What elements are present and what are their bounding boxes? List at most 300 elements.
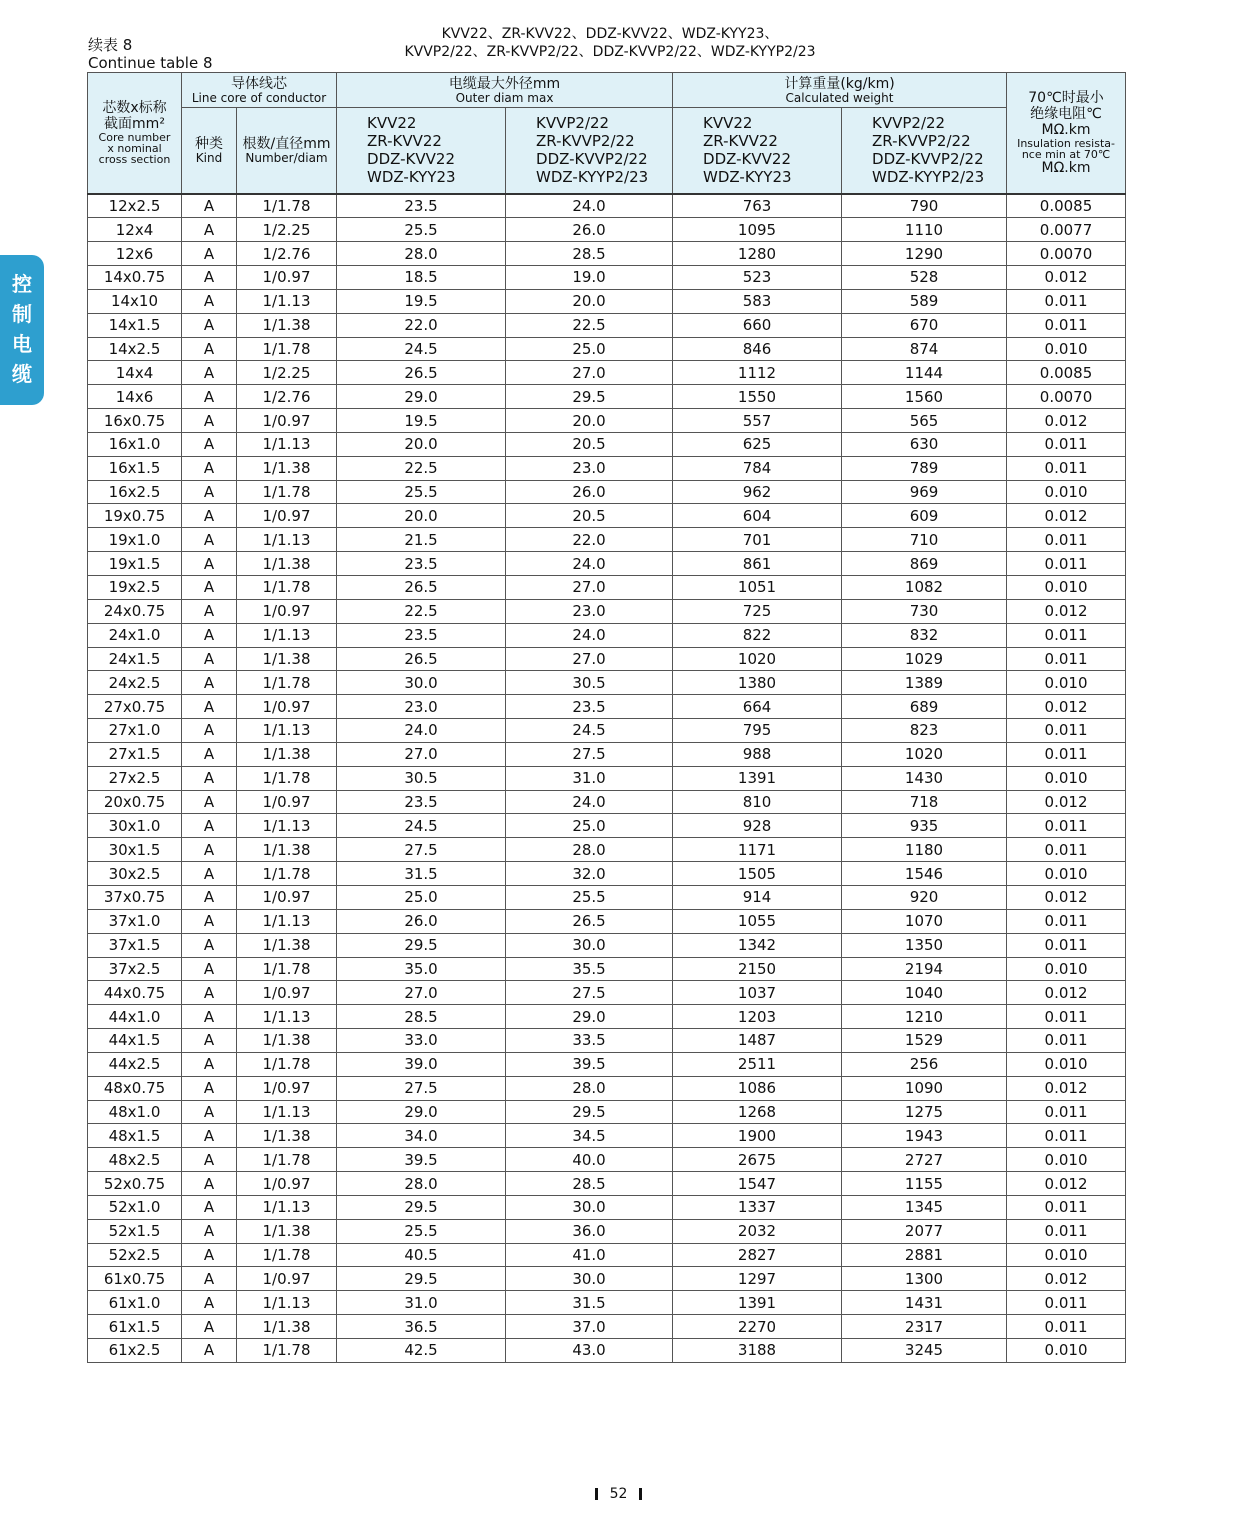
cell-weight-a: 3188: [673, 1339, 842, 1363]
cell-diam-a: 22.0: [337, 313, 506, 337]
cell-number-diam: 1/1.13: [237, 1291, 337, 1315]
cell-number-diam: 1/1.78: [237, 671, 337, 695]
side-tab-char: 控: [12, 272, 32, 296]
table-title: [330, 25, 890, 61]
cell-kind: A: [182, 1195, 237, 1219]
cell-weight-a: 660: [673, 313, 842, 337]
table-row: [88, 361, 1126, 385]
cell-diam-a: 29.0: [337, 385, 506, 409]
table-row: [88, 933, 1126, 957]
cell-number-diam: 1/0.97: [237, 1267, 337, 1291]
cell-diam-b: 27.5: [506, 981, 673, 1005]
cell-number-diam: 1/1.38: [237, 933, 337, 957]
cell-kind: A: [182, 1052, 237, 1076]
cell-weight-b: 789: [842, 456, 1007, 480]
cell-diam-b: 37.0: [506, 1315, 673, 1339]
cell-core-section: 14x2.5: [88, 337, 182, 361]
cell-insulation: 0.011: [1007, 1291, 1126, 1315]
cell-number-diam: 1/1.78: [237, 194, 337, 218]
cell-insulation: 0.011: [1007, 1219, 1126, 1243]
cell-kind: A: [182, 838, 237, 862]
cell-insulation: 0.010: [1007, 1052, 1126, 1076]
cell-core-section: 52x1.5: [88, 1219, 182, 1243]
cell-kind: A: [182, 623, 237, 647]
header-weight-models-b: KVVP2/22 ZR-KVVP2/22 DDZ-KVVP2/22 WDZ-KYYP2/23: [842, 108, 1007, 194]
table-row: [88, 218, 1126, 242]
cell-insulation: 0.012: [1007, 981, 1126, 1005]
cell-diam-b: 31.5: [506, 1291, 673, 1315]
cell-weight-a: 795: [673, 719, 842, 743]
header-outer-diam: 电缆最大外径mm Outer diam max: [337, 73, 673, 108]
table-row: [88, 242, 1126, 266]
cell-diam-a: 23.5: [337, 552, 506, 576]
cell-diam-a: 30.0: [337, 671, 506, 695]
cell-weight-b: 1210: [842, 1005, 1007, 1029]
cell-kind: A: [182, 1124, 237, 1148]
cell-number-diam: 1/1.13: [237, 432, 337, 456]
cell-core-section: 52x0.75: [88, 1172, 182, 1196]
table-row: [88, 790, 1126, 814]
cell-weight-a: 1900: [673, 1124, 842, 1148]
cell-insulation: 0.012: [1007, 1172, 1126, 1196]
cell-weight-b: 832: [842, 623, 1007, 647]
cell-insulation: 0.010: [1007, 1339, 1126, 1363]
table-row: [88, 647, 1126, 671]
cell-core-section: 37x2.5: [88, 957, 182, 981]
cell-core-section: 44x1.5: [88, 1029, 182, 1053]
cell-diam-a: 28.5: [337, 1005, 506, 1029]
cell-insulation: 0.012: [1007, 409, 1126, 433]
cell-insulation: 0.012: [1007, 266, 1126, 290]
cell-diam-a: 27.0: [337, 742, 506, 766]
header-insulation: 70℃时最小 绝缘电阻℃ MΩ.km Insulation resista- nce min at 70℃ MΩ.km: [1007, 73, 1126, 194]
cell-diam-b: 24.0: [506, 623, 673, 647]
cell-weight-a: 557: [673, 409, 842, 433]
cell-weight-b: 1180: [842, 838, 1007, 862]
page-number: 52: [609, 1486, 628, 1502]
cell-weight-a: 1086: [673, 1076, 842, 1100]
cell-weight-a: 962: [673, 480, 842, 504]
cell-diam-b: 30.0: [506, 933, 673, 957]
cell-number-diam: 1/1.78: [237, 576, 337, 600]
cell-core-section: 30x1.5: [88, 838, 182, 862]
cell-insulation: 0.011: [1007, 1100, 1126, 1124]
cell-insulation: 0.012: [1007, 1076, 1126, 1100]
cell-kind: A: [182, 981, 237, 1005]
cell-diam-b: 24.0: [506, 790, 673, 814]
cell-diam-a: 23.5: [337, 790, 506, 814]
table-row: [88, 1267, 1126, 1291]
table-row: [88, 623, 1126, 647]
cell-number-diam: 1/1.38: [237, 742, 337, 766]
page-footer: [0, 1486, 1237, 1502]
cell-insulation: 0.010: [1007, 576, 1126, 600]
cell-diam-b: 43.0: [506, 1339, 673, 1363]
cell-insulation: 0.011: [1007, 909, 1126, 933]
cell-diam-a: 27.5: [337, 1076, 506, 1100]
cell-insulation: 0.012: [1007, 885, 1126, 909]
cell-kind: A: [182, 885, 237, 909]
cell-kind: A: [182, 266, 237, 290]
cell-weight-b: 670: [842, 313, 1007, 337]
cell-kind: A: [182, 742, 237, 766]
cell-weight-a: 2511: [673, 1052, 842, 1076]
cell-insulation: 0.010: [1007, 1243, 1126, 1267]
cell-weight-b: 1350: [842, 933, 1007, 957]
cell-diam-a: 22.5: [337, 599, 506, 623]
cell-diam-b: 36.0: [506, 1219, 673, 1243]
cell-kind: A: [182, 814, 237, 838]
header-number-diam: 根数/直径mm Number/diam: [237, 108, 337, 194]
table-row: [88, 1005, 1126, 1029]
cell-diam-a: 26.5: [337, 361, 506, 385]
table-row: [88, 504, 1126, 528]
cell-insulation: 0.011: [1007, 623, 1126, 647]
cell-diam-b: 31.0: [506, 766, 673, 790]
cell-weight-b: 1430: [842, 766, 1007, 790]
table-row: [88, 1291, 1126, 1315]
cell-core-section: 14x4: [88, 361, 182, 385]
cell-diam-a: 23.0: [337, 695, 506, 719]
cell-weight-a: 988: [673, 742, 842, 766]
cell-kind: A: [182, 409, 237, 433]
header-weight-models-a: KVV22 ZR-KVV22 DDZ-KVV22 WDZ-KYY23: [673, 108, 842, 194]
table-row: [88, 289, 1126, 313]
cell-core-section: 14x0.75: [88, 266, 182, 290]
table-row: [88, 576, 1126, 600]
cell-diam-b: 26.0: [506, 218, 673, 242]
cell-kind: A: [182, 456, 237, 480]
cell-diam-b: 25.5: [506, 885, 673, 909]
cell-number-diam: 1/1.38: [237, 1029, 337, 1053]
table-row: [88, 599, 1126, 623]
cell-weight-a: 1391: [673, 1291, 842, 1315]
cell-kind: A: [182, 719, 237, 743]
cell-core-section: 16x1.5: [88, 456, 182, 480]
cell-diam-b: 28.5: [506, 242, 673, 266]
cell-kind: A: [182, 1148, 237, 1172]
cell-weight-a: 583: [673, 289, 842, 313]
cell-core-section: 12x2.5: [88, 194, 182, 218]
cell-kind: A: [182, 933, 237, 957]
header-core-section: 芯数x标称 截面mm² Core number x nominal cross section: [88, 73, 182, 194]
page-marker-left: [595, 1488, 598, 1500]
cell-diam-b: 25.0: [506, 814, 673, 838]
cell-insulation: 0.011: [1007, 1029, 1126, 1053]
cell-kind: A: [182, 576, 237, 600]
cell-diam-a: 18.5: [337, 266, 506, 290]
cell-diam-a: 31.5: [337, 862, 506, 886]
cell-insulation: 0.011: [1007, 1195, 1126, 1219]
cell-weight-b: 1431: [842, 1291, 1007, 1315]
header-weight: 计算重量(kg/km) Calculated weight: [673, 73, 1007, 108]
cell-weight-a: 2032: [673, 1219, 842, 1243]
cell-core-section: 27x1.0: [88, 719, 182, 743]
cell-diam-b: 27.0: [506, 361, 673, 385]
table-row: [88, 1076, 1126, 1100]
cell-diam-a: 34.0: [337, 1124, 506, 1148]
cell-diam-b: 27.0: [506, 576, 673, 600]
cell-diam-a: 33.0: [337, 1029, 506, 1053]
table-row: [88, 1124, 1126, 1148]
cell-number-diam: 1/1.78: [237, 337, 337, 361]
cell-diam-b: 27.0: [506, 647, 673, 671]
cell-weight-b: 1560: [842, 385, 1007, 409]
cell-number-diam: 1/1.78: [237, 1243, 337, 1267]
cell-core-section: 16x2.5: [88, 480, 182, 504]
cell-weight-b: 609: [842, 504, 1007, 528]
cell-number-diam: 1/2.25: [237, 218, 337, 242]
table-row: [88, 1243, 1126, 1267]
cell-weight-b: 869: [842, 552, 1007, 576]
cell-diam-a: 42.5: [337, 1339, 506, 1363]
cell-diam-b: 33.5: [506, 1029, 673, 1053]
cell-kind: A: [182, 1005, 237, 1029]
cell-weight-a: 1391: [673, 766, 842, 790]
cell-insulation: 0.010: [1007, 480, 1126, 504]
cell-weight-b: 1345: [842, 1195, 1007, 1219]
cell-diam-a: 39.0: [337, 1052, 506, 1076]
cell-number-diam: 1/2.76: [237, 242, 337, 266]
cell-core-section: 44x0.75: [88, 981, 182, 1005]
cell-number-diam: 1/1.38: [237, 552, 337, 576]
cell-insulation: 0.010: [1007, 862, 1126, 886]
cell-kind: A: [182, 504, 237, 528]
cell-weight-b: 2727: [842, 1148, 1007, 1172]
cell-number-diam: 1/0.97: [237, 409, 337, 433]
cell-weight-a: 1337: [673, 1195, 842, 1219]
cell-kind: A: [182, 766, 237, 790]
table-row: [88, 766, 1126, 790]
cell-diam-b: 22.0: [506, 528, 673, 552]
cell-diam-a: 27.5: [337, 838, 506, 862]
cell-diam-b: 25.0: [506, 337, 673, 361]
cell-core-section: 14x10: [88, 289, 182, 313]
table-row: [88, 1195, 1126, 1219]
table-row: [88, 909, 1126, 933]
cell-weight-b: 1020: [842, 742, 1007, 766]
cell-diam-b: 23.0: [506, 456, 673, 480]
cell-diam-b: 30.5: [506, 671, 673, 695]
cell-diam-a: 27.0: [337, 981, 506, 1005]
cell-core-section: 61x1.0: [88, 1291, 182, 1315]
cell-weight-a: 1112: [673, 361, 842, 385]
cell-number-diam: 1/0.97: [237, 504, 337, 528]
table-row: [88, 719, 1126, 743]
cell-weight-b: 1070: [842, 909, 1007, 933]
cell-number-diam: 1/1.38: [237, 313, 337, 337]
cell-diam-a: 36.5: [337, 1315, 506, 1339]
cell-weight-a: 1280: [673, 242, 842, 266]
table-row: [88, 742, 1126, 766]
cell-core-section: 19x0.75: [88, 504, 182, 528]
cell-core-section: 27x0.75: [88, 695, 182, 719]
cell-number-diam: 1/1.13: [237, 528, 337, 552]
cell-diam-a: 23.5: [337, 623, 506, 647]
cell-insulation: 0.012: [1007, 695, 1126, 719]
cell-kind: A: [182, 647, 237, 671]
table-row: [88, 385, 1126, 409]
table-row: [88, 1219, 1126, 1243]
cell-diam-a: 24.5: [337, 337, 506, 361]
cell-kind: A: [182, 1029, 237, 1053]
cell-weight-b: 2077: [842, 1219, 1007, 1243]
cell-diam-a: 24.5: [337, 814, 506, 838]
cell-diam-a: 29.5: [337, 1267, 506, 1291]
cell-diam-b: 24.0: [506, 194, 673, 218]
cell-insulation: 0.012: [1007, 599, 1126, 623]
cell-weight-b: 528: [842, 266, 1007, 290]
cell-diam-b: 28.0: [506, 1076, 673, 1100]
cell-weight-a: 914: [673, 885, 842, 909]
cell-number-diam: 1/2.25: [237, 361, 337, 385]
cell-weight-b: 1110: [842, 218, 1007, 242]
cell-number-diam: 1/1.78: [237, 1052, 337, 1076]
cell-diam-a: 40.5: [337, 1243, 506, 1267]
cell-core-section: 12x6: [88, 242, 182, 266]
cell-diam-a: 25.5: [337, 218, 506, 242]
cell-weight-a: 2270: [673, 1315, 842, 1339]
cell-insulation: 0.011: [1007, 1005, 1126, 1029]
cell-weight-b: 256: [842, 1052, 1007, 1076]
cell-kind: A: [182, 289, 237, 313]
cell-diam-b: 29.5: [506, 1100, 673, 1124]
table-row: [88, 313, 1126, 337]
cell-insulation: 0.012: [1007, 1267, 1126, 1291]
cell-weight-a: 846: [673, 337, 842, 361]
cell-weight-a: 1550: [673, 385, 842, 409]
cell-core-section: 24x0.75: [88, 599, 182, 623]
cell-insulation: 0.011: [1007, 719, 1126, 743]
cell-number-diam: 1/1.38: [237, 456, 337, 480]
cell-number-diam: 1/1.78: [237, 766, 337, 790]
cell-core-section: 27x2.5: [88, 766, 182, 790]
cell-insulation: 0.011: [1007, 933, 1126, 957]
cell-diam-b: 22.5: [506, 313, 673, 337]
cell-weight-a: 664: [673, 695, 842, 719]
table-row: [88, 1172, 1126, 1196]
cell-number-diam: 1/0.97: [237, 266, 337, 290]
cell-number-diam: 1/0.97: [237, 1172, 337, 1196]
cell-diam-a: 25.5: [337, 480, 506, 504]
cell-weight-a: 604: [673, 504, 842, 528]
cell-diam-a: 26.5: [337, 576, 506, 600]
cell-weight-a: 1505: [673, 862, 842, 886]
cell-core-section: 61x1.5: [88, 1315, 182, 1339]
cell-number-diam: 1/1.78: [237, 1148, 337, 1172]
cell-insulation: 0.011: [1007, 528, 1126, 552]
cell-diam-a: 30.5: [337, 766, 506, 790]
cell-number-diam: 1/1.38: [237, 1124, 337, 1148]
cell-diam-a: 35.0: [337, 957, 506, 981]
cell-number-diam: 1/1.13: [237, 814, 337, 838]
cell-core-section: 48x1.5: [88, 1124, 182, 1148]
cell-weight-a: 1342: [673, 933, 842, 957]
cell-weight-a: 523: [673, 266, 842, 290]
cell-insulation: 0.010: [1007, 337, 1126, 361]
cell-core-section: 48x0.75: [88, 1076, 182, 1100]
cell-core-section: 19x1.0: [88, 528, 182, 552]
cell-weight-a: 1268: [673, 1100, 842, 1124]
cell-number-diam: 1/1.38: [237, 1219, 337, 1243]
cell-core-section: 19x1.5: [88, 552, 182, 576]
cell-core-section: 19x2.5: [88, 576, 182, 600]
cell-core-section: 16x1.0: [88, 432, 182, 456]
cell-number-diam: 1/1.13: [237, 909, 337, 933]
cell-insulation: 0.0077: [1007, 218, 1126, 242]
header-diam-models-a: KVV22 ZR-KVV22 DDZ-KVV22 WDZ-KYY23: [337, 108, 506, 194]
table-row: [88, 1052, 1126, 1076]
cell-number-diam: 1/0.97: [237, 981, 337, 1005]
cell-weight-b: 1290: [842, 242, 1007, 266]
side-tab-char: 缆: [12, 362, 32, 386]
cell-diam-a: 21.5: [337, 528, 506, 552]
cell-weight-a: 701: [673, 528, 842, 552]
cell-weight-b: 710: [842, 528, 1007, 552]
cell-kind: A: [182, 1267, 237, 1291]
cell-diam-b: 20.5: [506, 504, 673, 528]
cell-weight-a: 1037: [673, 981, 842, 1005]
cell-core-section: 44x1.0: [88, 1005, 182, 1029]
table-body: [88, 194, 1126, 1363]
cell-number-diam: 1/1.13: [237, 719, 337, 743]
table-row: [88, 337, 1126, 361]
cell-diam-a: 19.5: [337, 289, 506, 313]
cell-diam-a: 23.5: [337, 194, 506, 218]
cell-core-section: 37x0.75: [88, 885, 182, 909]
cell-kind: A: [182, 432, 237, 456]
table-row: [88, 671, 1126, 695]
cell-diam-b: 39.5: [506, 1052, 673, 1076]
cell-insulation: 0.011: [1007, 432, 1126, 456]
cell-weight-a: 928: [673, 814, 842, 838]
table-row: [88, 456, 1126, 480]
cell-kind: A: [182, 528, 237, 552]
cell-kind: A: [182, 313, 237, 337]
cell-diam-a: 20.0: [337, 432, 506, 456]
cell-diam-b: 26.5: [506, 909, 673, 933]
table-row: [88, 266, 1126, 290]
cell-kind: A: [182, 909, 237, 933]
cell-weight-a: 625: [673, 432, 842, 456]
cell-weight-b: 2194: [842, 957, 1007, 981]
cell-weight-a: 763: [673, 194, 842, 218]
table-caption: [88, 36, 213, 72]
cell-diam-b: 41.0: [506, 1243, 673, 1267]
cell-core-section: 37x1.5: [88, 933, 182, 957]
cell-insulation: 0.011: [1007, 742, 1126, 766]
cell-weight-b: 565: [842, 409, 1007, 433]
cell-number-diam: 1/1.13: [237, 623, 337, 647]
cell-kind: A: [182, 194, 237, 218]
cell-insulation: 0.011: [1007, 838, 1126, 862]
cell-insulation: 0.010: [1007, 1148, 1126, 1172]
cell-number-diam: 1/1.38: [237, 647, 337, 671]
header-kind: 种类 Kind: [182, 108, 237, 194]
title-line-1: KVV22、ZR-KVV22、DDZ-KVV22、WDZ-KYY23、: [441, 26, 779, 42]
cell-insulation: 0.012: [1007, 790, 1126, 814]
cell-core-section: 61x0.75: [88, 1267, 182, 1291]
cell-core-section: 48x1.0: [88, 1100, 182, 1124]
cell-kind: A: [182, 1291, 237, 1315]
cell-weight-b: 1300: [842, 1267, 1007, 1291]
cell-weight-b: 1529: [842, 1029, 1007, 1053]
table-row: [88, 552, 1126, 576]
cell-core-section: 24x1.5: [88, 647, 182, 671]
cell-insulation: 0.0085: [1007, 194, 1126, 218]
cell-weight-b: 935: [842, 814, 1007, 838]
cell-weight-b: 823: [842, 719, 1007, 743]
